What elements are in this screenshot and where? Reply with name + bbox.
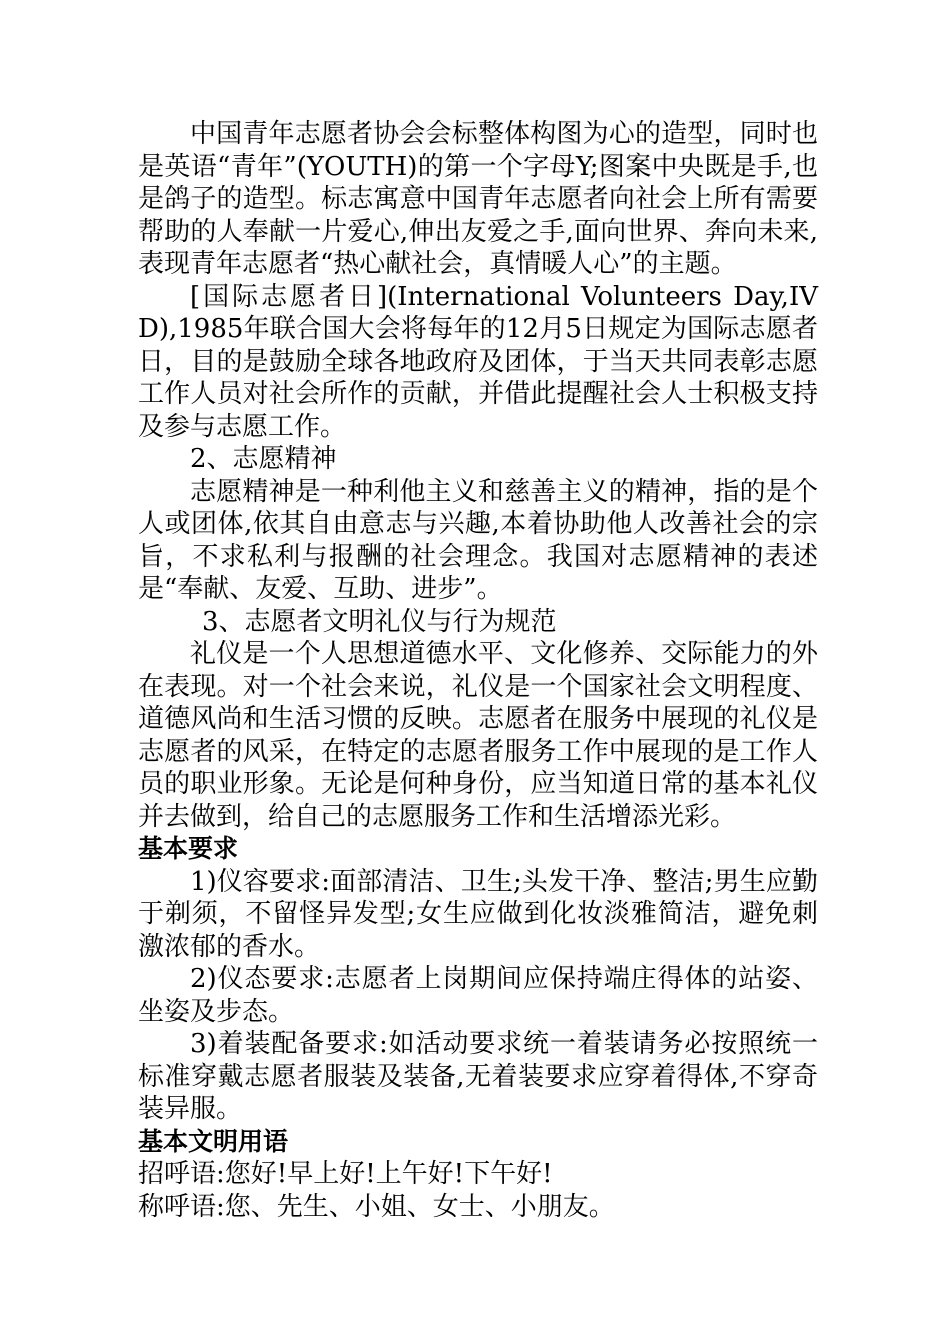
paragraph-greetings: 招呼语:您好!早上好!上午好!下午好! — [138, 1159, 553, 1189]
section-heading-volunteer-spirit: 2、志愿精神 — [190, 444, 337, 474]
section-heading-etiquette: 3、志愿者文明礼仪与行为规范 — [202, 606, 557, 637]
heading-basic-requirements: 基本要求 — [138, 834, 239, 863]
paragraph-posture-requirement: 2)仪态要求:志愿者上岗期间应保持端庄得体的站姿、坐姿及步态。 — [138, 964, 818, 1027]
paragraph-logo-meaning: 中国青年志愿者协会会标整体构图为心的造型，同时也是英语“青年”(YOUTH)的第一个字母Y;图案中央既是手,也是鸽子的造型。标志寓意中国青年志愿者向社会上所有需要帮助的人奉献一片爱心,伸出友爱之手,面向世界、奔向未来,表现青年志愿者“热心献社会，真情暖人心”的主题。 — [138, 119, 818, 279]
paragraph-dress-requirement: 3)着装配备要求:如活动要求统一着装请务必按照统一标准穿戴志愿者服装及装备,无着装要求应穿着得体,不穿奇装异服。 — [138, 1029, 818, 1124]
heading-civil-phrases: 基本文明用语 — [138, 1126, 289, 1156]
paragraph-international-volunteer-day: [国际志愿者日](International Volunteers Day,IVD),1985年联合国大会将每年的12月5日规定为国际志愿者日，目的是鼓励全球各地政府及团体，于当天共同表彰志愿工作人员对社会所作的贡献，并借此提醒社会人士积极支持及参与志愿工作。 — [138, 281, 818, 442]
paragraph-appearance-requirement: 1)仪容要求:面部清洁、卫生;头发干净、整洁;男生应勤于剃须，不留怪异发型;女生应做到化妆淡雅简洁，避免刺激浓郁的香水。 — [138, 866, 818, 962]
paragraph-volunteer-spirit: 志愿精神是一种利他主义和慈善主义的精神，指的是个人或团体,依其自由意志与兴趣,本着协助他人改善社会的宗旨，不求私利与报酬的社会理念。我国对志愿精神的表述是“奉献、友爱、互助、进步”。 — [138, 476, 818, 604]
paragraph-forms-of-address: 称呼语:您、先生、小姐、女士、小朋友。 — [138, 1191, 615, 1222]
document-body — [138, 118, 818, 1223]
paragraph-etiquette: 礼仪是一个人思想道德水平、文化修养、交际能力的外在表现。对一个社会来说，礼仪是一个国家社会文明程度、道德风尚和生活习惯的反映。志愿者在服务中展现的礼仪是志愿者的风采，在特定的志愿者服务工作中展现的是工作人员的职业形象。无论是何种身份，应当知道日常的基本礼仪并去做到，给自己的志愿服务工作和生活增添光彩。 — [138, 639, 818, 832]
